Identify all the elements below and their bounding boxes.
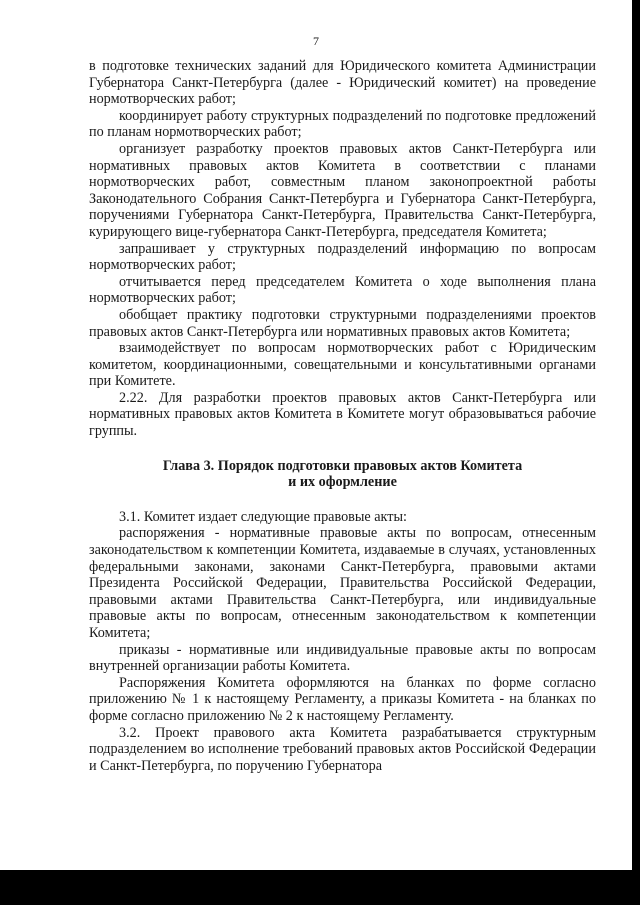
paragraph: 2.22. Для разработки проектов правовых актов Санкт-Петербурга или нормативных правовых актов Комитета в Комитете могут образовываться рабочие группы. <box>89 389 596 440</box>
page-number: 7 <box>313 34 319 48</box>
paragraph: организует разработку проектов правовых актов Санкт-Петербурга или нормативных правовых актов Комитета в соответствии с планами нормотворческих работ, совместным планом законопроектной работы Законодательного Собрания Санкт-Петербурга и Губернатора Санкт-Петербурга, поручениями Губернатора Санкт-Петербурга, Правительства Санкт-Петербурга, курирующего вице-губернатора Санкт-Петербурга, председателя Комитета; <box>89 140 596 240</box>
paragraph: распоряжения - нормативные правовые акты по вопросам, отнесенным законодательством к компетенции Комитета, издаваемые в случаях, установленных федеральными законами, законами Санкт-Петербурга, правовыми актами Президента Российской Федерации, Правительства Российской Федерации, правовыми актами Правительства Санкт-Петербурга, или индивидуальные правовые акты по вопросам, отнесенным законодательством к компетенции Комитета; <box>89 525 596 641</box>
paragraph: обобщает практику подготовки структурными подразделениями проектов правовых актов Санкт-Петербурга или нормативных правовых актов Комитета; <box>89 306 596 340</box>
document-body <box>89 58 596 774</box>
paragraph: взаимодействует по вопросам нормотворческих работ с Юридическим комитетом, координационными, совещательными и консультативными органами при Комитете. <box>89 340 596 390</box>
chapter-heading-line: и их оформление <box>288 474 397 491</box>
paragraph: Распоряжения Комитета оформляются на бланках по форме согласно приложению № 1 к настоящему Регламенту, а приказы Комитета - на бланках по форме согласно приложению № 2 к настоящему Регламенту. <box>89 674 596 724</box>
paragraph: 3.1. Комитет издает следующие правовые акты: <box>119 508 407 525</box>
scan-edge-right <box>632 0 640 905</box>
paragraph: 3.2. Проект правового акта Комитета разрабатывается структурным подразделением во исполнение требований правовых актов Российской Федерации и Санкт-Петербурга, по поручению Губернатора <box>89 724 596 774</box>
paragraph: координирует работу структурных подразделений по подготовке предложений по планам нормотворческих работ; <box>89 107 596 141</box>
scan-edge-bottom <box>0 870 640 905</box>
paragraph: в подготовке технических заданий для Юридического комитета Администрации Губернатора Санкт-Петербурга (далее - Юридический комитет) на проведение нормотворческих работ; <box>89 58 596 108</box>
chapter-heading-line: Глава 3. Порядок подготовки правовых актов Комитета <box>162 457 523 474</box>
paragraph: запрашивает у структурных подразделений информацию по вопросам нормотворческих работ; <box>89 240 596 274</box>
paragraph: приказы - нормативные или индивидуальные правовые акты по вопросам внутренней организации работы Комитета. <box>89 641 596 675</box>
chapter-heading <box>89 458 596 491</box>
paragraph: отчитывается перед председателем Комитета о ходе выполнения плана нормотворческих работ; <box>89 273 596 307</box>
